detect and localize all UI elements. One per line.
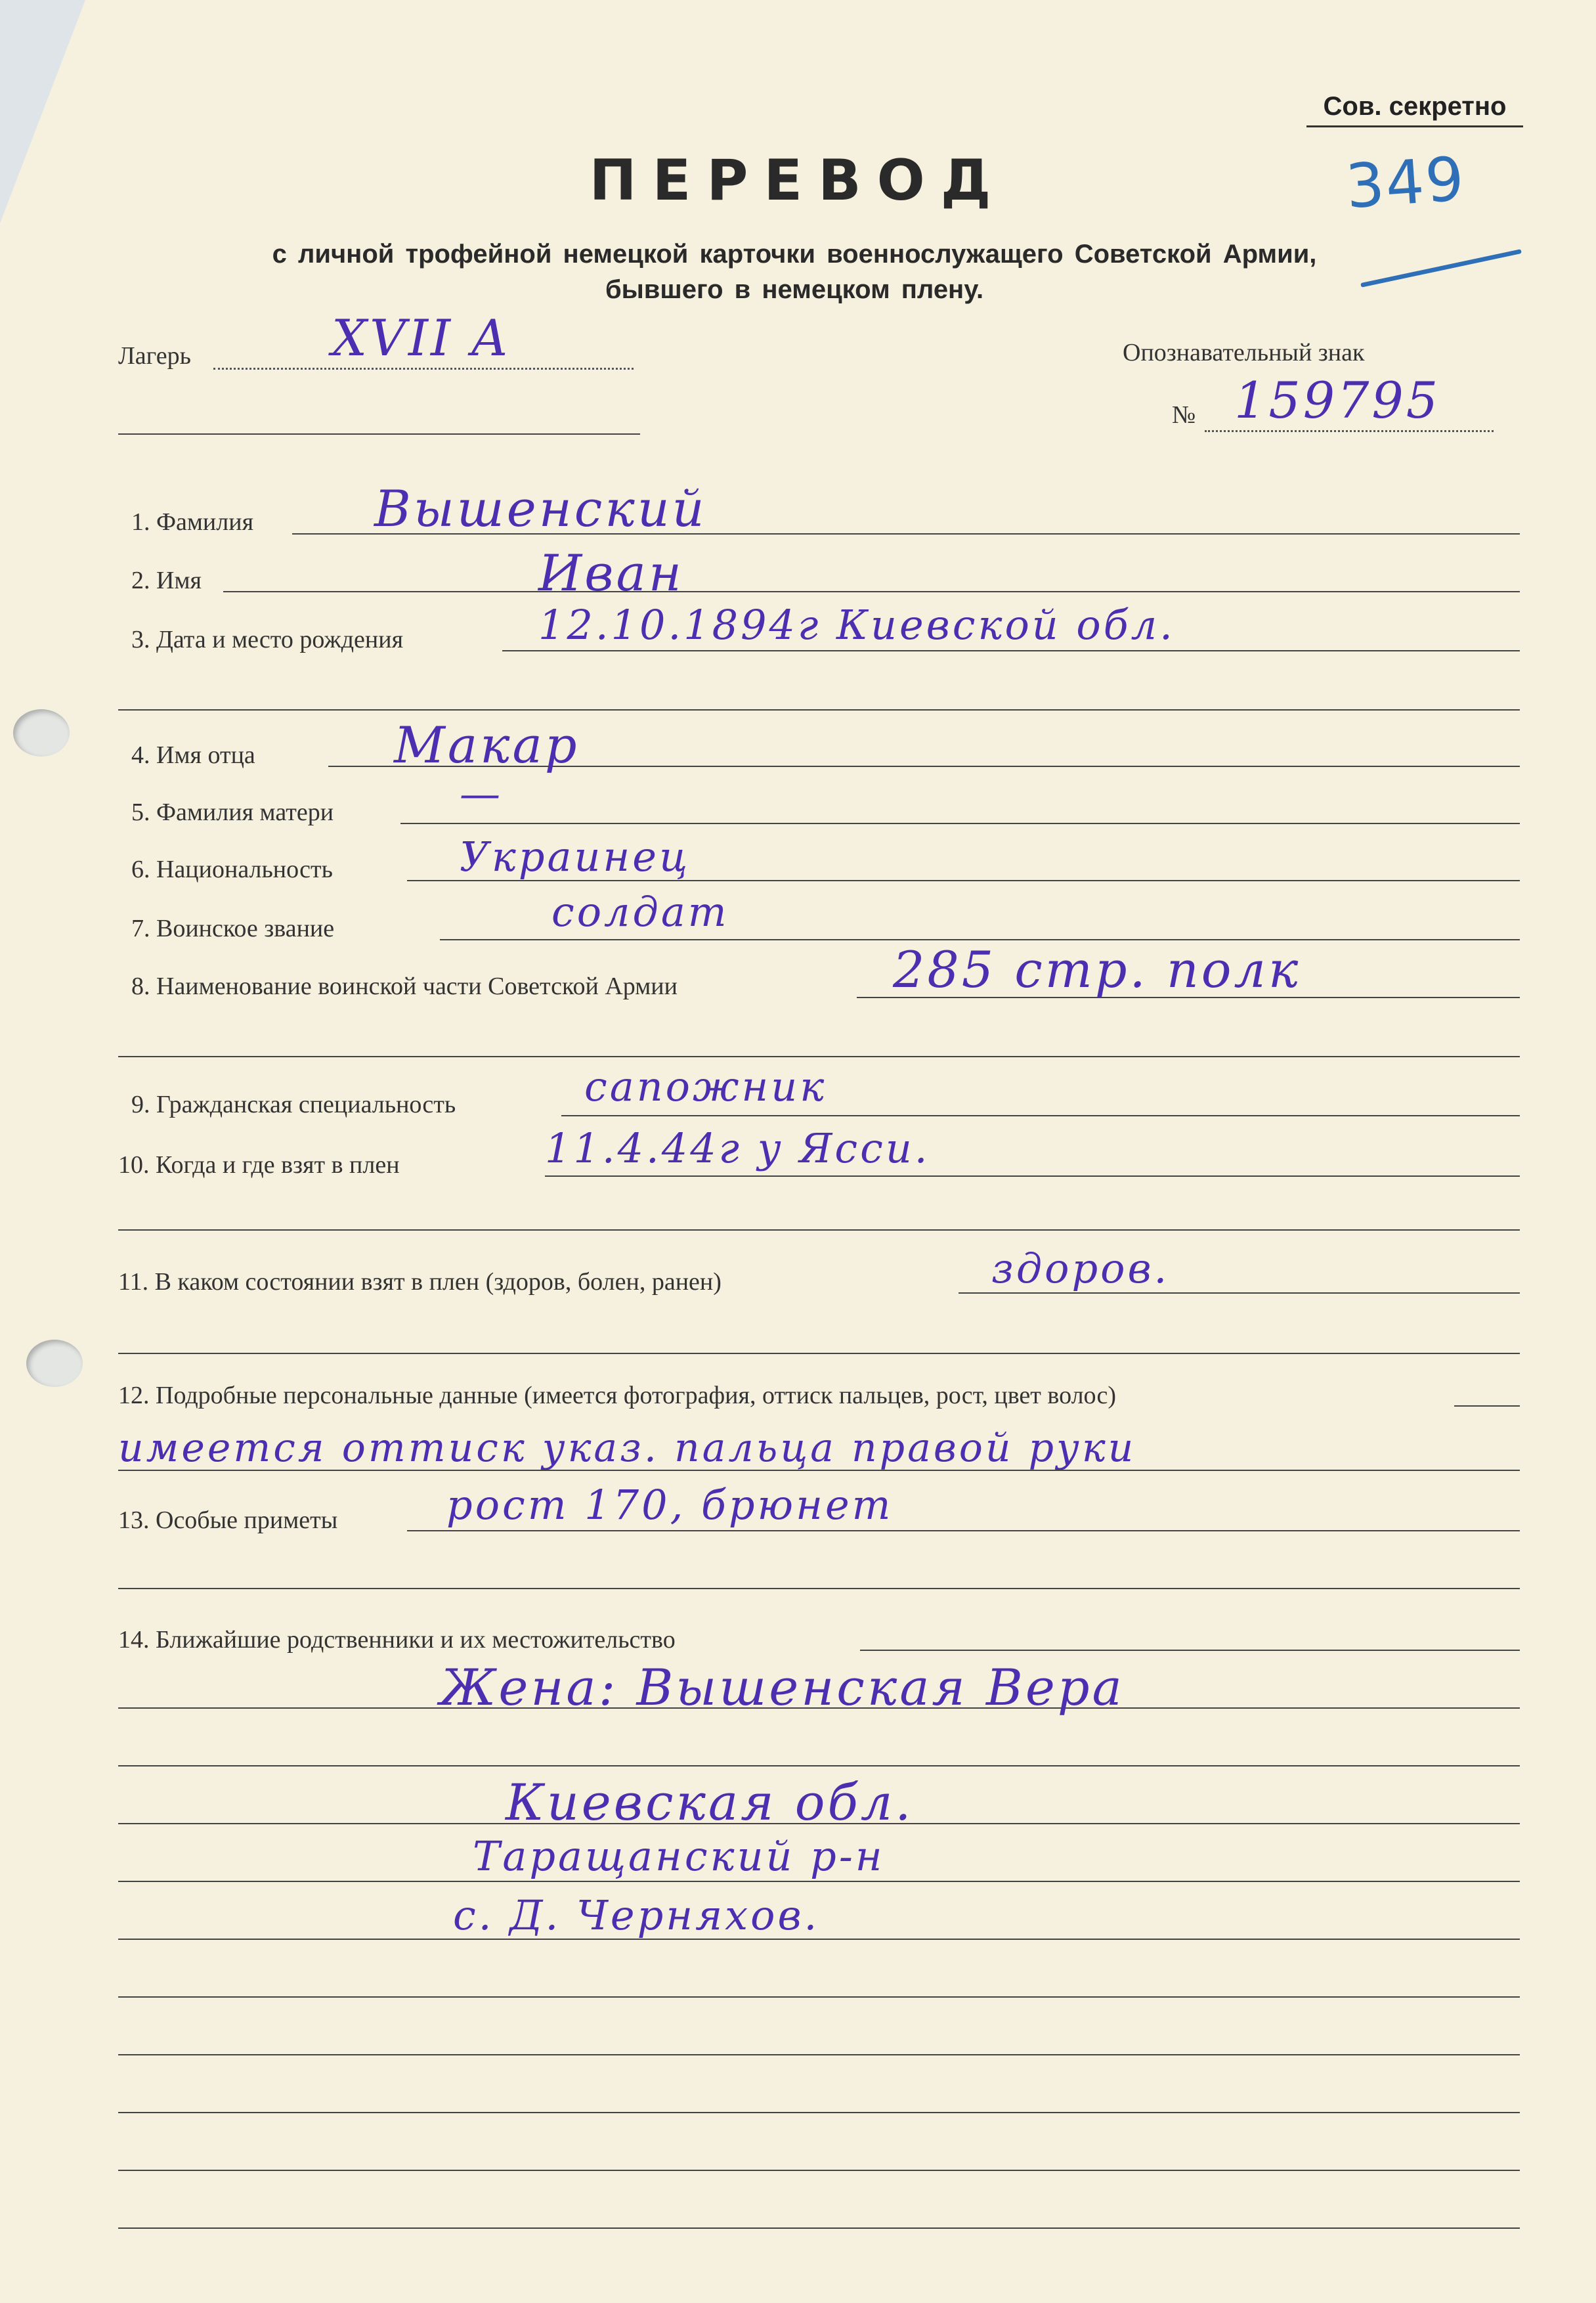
relatives-line-2: Киевская обл. bbox=[506, 1773, 914, 1831]
id-tag-rule bbox=[1205, 430, 1494, 432]
field-7-num: 7. bbox=[131, 915, 150, 942]
punch-hole-bottom bbox=[26, 1340, 83, 1387]
field-12-label bbox=[118, 1381, 1116, 1410]
document-title: ПЕРЕВОД bbox=[589, 148, 1007, 213]
field-6-text: Национальность bbox=[156, 856, 333, 883]
field-4-text: Имя отца bbox=[156, 741, 255, 769]
field-3-label bbox=[131, 625, 403, 654]
id-tag-label: Опознавательный знак bbox=[1123, 339, 1365, 366]
field-2-label bbox=[131, 566, 202, 595]
field-9-rule bbox=[561, 1115, 1520, 1116]
field-12-value: имеется оттиск указ. пальца правой руки bbox=[118, 1425, 1136, 1471]
field-11-text: В каком состоянии взят в плен (здоров, болен, ранен) bbox=[154, 1268, 722, 1296]
field-14-rule bbox=[860, 1650, 1520, 1651]
field-5-value: — bbox=[460, 770, 503, 818]
field-3-text: Дата и место рождения bbox=[156, 626, 404, 653]
field-3-rule bbox=[502, 650, 1520, 651]
field-13-value: рост 170, брюнет bbox=[446, 1481, 894, 1529]
field-9-value: сапожник bbox=[584, 1063, 827, 1110]
field-3-rule-2 bbox=[118, 709, 1520, 711]
field-13-text: Особые приметы bbox=[156, 1506, 338, 1534]
relatives-rule-4 bbox=[118, 1881, 1520, 1882]
field-2-text: Имя bbox=[156, 567, 202, 594]
field-3-value: 12.10.1894г Киевской обл. bbox=[538, 601, 1175, 649]
subtitle-line-2: бывшего в немецком плену. bbox=[605, 275, 984, 304]
field-8-text: Наименование воинской части Советской Армии bbox=[156, 973, 678, 1000]
subtitle-line-1: с личной трофейной немецкой карточки военнослужащего Советской Армии, bbox=[272, 240, 1317, 269]
id-tag-value: 159795 bbox=[1234, 371, 1441, 429]
field-10-value: 11.4.44г у Ясси. bbox=[545, 1124, 930, 1172]
field-11-num: 11. bbox=[118, 1268, 149, 1296]
field-6-label bbox=[131, 855, 333, 884]
field-7-value: солдат bbox=[551, 888, 729, 936]
field-1-num: 1. bbox=[131, 508, 150, 536]
relatives-rule-8 bbox=[118, 2112, 1520, 2113]
field-4-label bbox=[131, 741, 255, 770]
field-12-num: 12. bbox=[118, 1382, 150, 1409]
field-14-text: Ближайшие родственники и их местожительство bbox=[156, 1626, 676, 1654]
field-6-num: 6. bbox=[131, 856, 150, 883]
field-6-value: Украинец bbox=[460, 833, 691, 881]
id-tag-prefix: № bbox=[1172, 401, 1196, 429]
field-11-rule-2 bbox=[118, 1353, 1520, 1354]
field-13-rule-2 bbox=[118, 1588, 1520, 1589]
field-2-num: 2. bbox=[131, 567, 150, 594]
camp-rule bbox=[213, 368, 634, 370]
field-14-label bbox=[118, 1625, 676, 1654]
field-5-text: Фамилия матери bbox=[156, 799, 334, 826]
field-10-label bbox=[118, 1151, 400, 1179]
punch-hole-top bbox=[13, 709, 70, 757]
field-5-rule bbox=[400, 823, 1520, 824]
field-11-value: здоров. bbox=[991, 1244, 1170, 1292]
field-12-text: Подробные персональные данные (имеется фотография, оттиск пальцев, рост, цвет волос) bbox=[156, 1382, 1116, 1409]
field-10-rule-2 bbox=[118, 1229, 1520, 1231]
field-13-rule bbox=[407, 1530, 1520, 1531]
field-10-num: 10. bbox=[118, 1151, 150, 1179]
relatives-line-4: с. Д. Черняхов. bbox=[453, 1891, 820, 1939]
field-13-num: 13. bbox=[118, 1506, 150, 1534]
camp-rule-2 bbox=[118, 433, 640, 435]
field-3-num: 3. bbox=[131, 626, 150, 653]
field-8-value: 285 стр. полк bbox=[893, 940, 1301, 999]
field-9-num: 9. bbox=[131, 1091, 150, 1118]
document-subtitle bbox=[197, 236, 1392, 307]
field-10-rule bbox=[545, 1175, 1520, 1177]
field-1-value: Вышенский bbox=[374, 479, 707, 538]
field-7-text: Воинское звание bbox=[156, 915, 335, 942]
field-2-value: Иван bbox=[538, 544, 684, 602]
relatives-line-3: Таращанский р-н bbox=[473, 1832, 885, 1880]
field-9-label bbox=[131, 1090, 456, 1119]
field-8-label bbox=[131, 972, 678, 1001]
field-1-text: Фамилия bbox=[156, 508, 254, 536]
field-12-rule bbox=[1454, 1405, 1520, 1407]
field-11-label bbox=[118, 1267, 722, 1296]
field-4-num: 4. bbox=[131, 741, 150, 769]
field-5-label bbox=[131, 798, 334, 827]
field-5-num: 5. bbox=[131, 799, 150, 826]
camp-value: XVII A bbox=[332, 309, 511, 367]
camp-label: Лагерь bbox=[118, 342, 191, 370]
relatives-rule-9 bbox=[118, 2170, 1520, 2171]
relatives-rule-7 bbox=[118, 2054, 1520, 2055]
field-1-label bbox=[131, 508, 253, 537]
field-11-rule bbox=[959, 1292, 1520, 1294]
handwritten-stamp-number: 349 bbox=[1343, 143, 1468, 223]
relatives-rule-10 bbox=[118, 2227, 1520, 2229]
field-8-rule-2 bbox=[118, 1056, 1520, 1057]
field-14-num: 14. bbox=[118, 1626, 150, 1654]
field-7-label bbox=[131, 914, 334, 943]
field-4-value: Макар bbox=[394, 716, 580, 774]
relatives-line-1: Жена: Вышенская Вера bbox=[440, 1658, 1125, 1717]
field-2-rule bbox=[223, 591, 1520, 592]
field-8-num: 8. bbox=[131, 973, 150, 1000]
field-10-text: Когда и где взят в плен bbox=[156, 1151, 400, 1179]
relatives-rule-2 bbox=[118, 1765, 1520, 1766]
field-13-label bbox=[118, 1506, 337, 1535]
field-12-rule-2 bbox=[118, 1470, 1520, 1471]
relatives-rule-6 bbox=[118, 1996, 1520, 1998]
field-9-text: Гражданская специальность bbox=[156, 1091, 456, 1118]
classification-label: Сов. секретно bbox=[1306, 92, 1523, 127]
